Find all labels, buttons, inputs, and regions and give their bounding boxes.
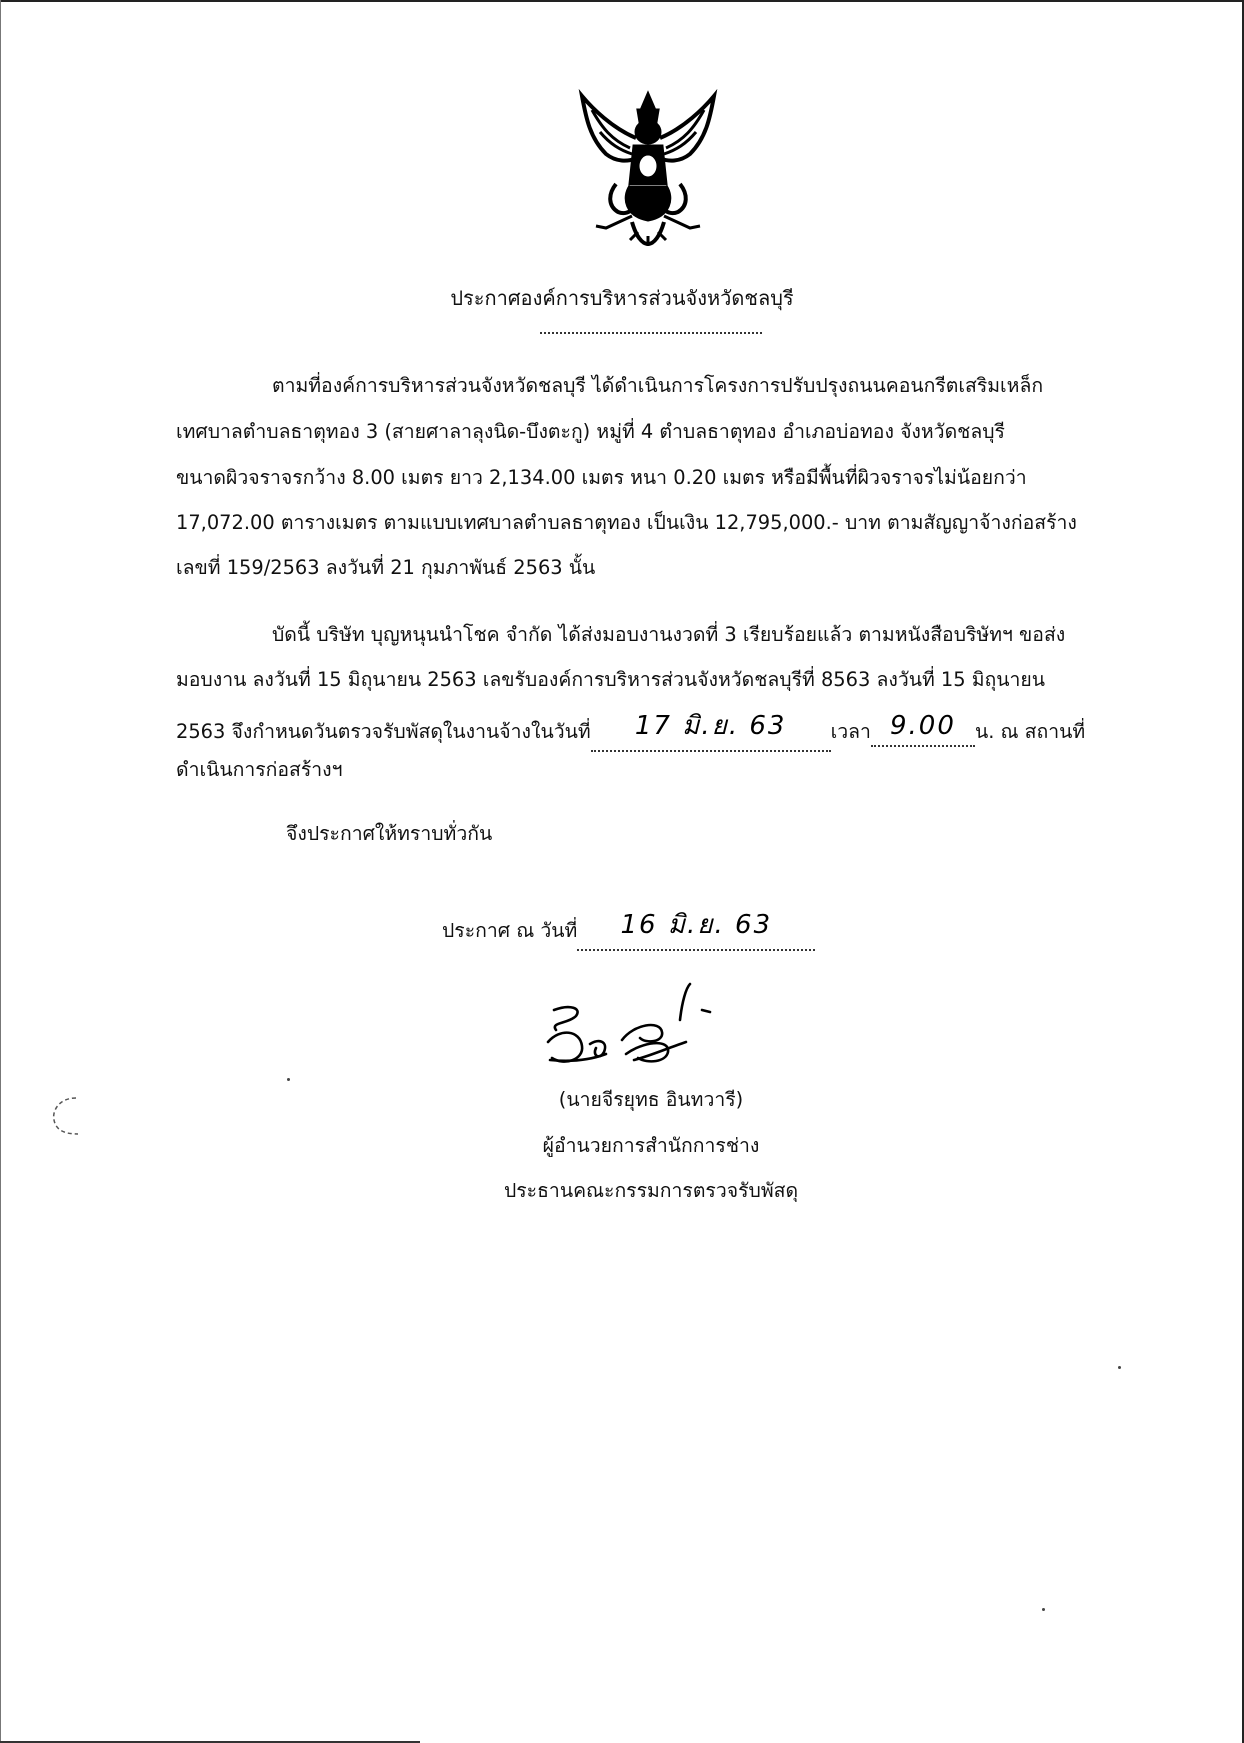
paragraph2-line2: มอบงาน ลงวันที่ 15 มิถุนายน 2563 เลขรับองค์การบริหารส่วนจังหวัดชลบุรีที่ 8563 ลงวันที่ 15 มิถุนายน (176, 668, 1046, 691)
signer-title-director: ผู้อำนวยการสำนักการช่าง (542, 1134, 760, 1157)
time-label: เวลา (830, 720, 871, 743)
handwritten-inspection-date: 17 มิ.ย. 63 (634, 711, 787, 741)
scan-speck (287, 1078, 290, 1081)
announcement-heading: ประกาศองค์การบริหารส่วนจังหวัดชลบุรี (450, 286, 794, 310)
announcement-date-field (577, 908, 815, 951)
paragraph2-line1: บัดนี้ บริษัท บุญหนุนนำโชค จำกัด ได้ส่งมอบงานงวดที่ 3 เรียบร้อยแล้ว ตามหนังสือบริษัทฯ ขอส่ง (272, 623, 1066, 646)
scan-edge-left (0, 0, 1, 1743)
inspection-date-field (591, 709, 831, 752)
paragraph1-line3: ขนาดผิวจราจรกว้าง 8.00 เมตร ยาว 2,134.00 เมตร หนา 0.20 เมตร หรือมีพื้นที่ผิวจราจรไม่น้อยกว่า (176, 466, 1027, 489)
signer-name: (นายจีรยุทธ อินทวารี) (558, 1088, 744, 1111)
punch-hole-mark (48, 1094, 88, 1138)
scan-edge-top (0, 0, 1244, 2)
closing-statement: จึงประกาศให้ทราบทั่วกัน (286, 822, 493, 845)
paragraph1-line5: เลขที่ 159/2563 ลงวันที่ 21 กุมภาพันธ์ 2563 นั้น (176, 556, 596, 579)
signer-title-committee-chair: ประธานคณะกรรมการตรวจรับพัสดุ (503, 1179, 799, 1202)
garuda-emblem-icon (572, 88, 724, 248)
scan-speck (1042, 1608, 1045, 1611)
inspection-date-prefix: 2563 จึงกำหนดวันตรวจรับพัสดุในงานจ้างในวันที่ (176, 720, 591, 743)
announcement-date-line (442, 908, 815, 951)
paragraph2-line3 (176, 709, 1085, 752)
scan-speck (1118, 1366, 1121, 1369)
announcement-date-prefix: ประกาศ ณ วันที่ (442, 919, 578, 942)
paragraph1-line1: ตามที่องค์การบริหารส่วนจังหวัดชลบุรี ได้ดำเนินการโครงการปรับปรุงถนนคอนกรีตเสริมเหล็ก (272, 374, 1044, 397)
handwritten-announcement-date: 16 มิ.ย. 63 (620, 910, 773, 940)
paragraph1-line4: 17,072.00 ตารางเมตร ตามแบบเทศบาลตำบลธาตุทอง เป็นเงิน 12,795,000.- บาท ตามสัญญาจ้างก่อสร้าง (176, 511, 1077, 534)
handwritten-inspection-time: 9.00 (889, 711, 956, 741)
paragraph2-line4: ดำเนินการก่อสร้างฯ (176, 758, 343, 781)
handwritten-signature (530, 980, 790, 1090)
location-suffix: น. ณ สถานที่ (974, 720, 1086, 743)
heading-underline-dots (540, 332, 762, 334)
inspection-time-field (871, 711, 975, 747)
paragraph1-line2: เทศบาลตำบลธาตุทอง 3 (สายศาลาลุงนิด-บึงตะกู) หมู่ที่ 4 ตำบลธาตุทอง อำเภอบ่อทอง จังหวัดชลบุรี (176, 420, 1005, 443)
